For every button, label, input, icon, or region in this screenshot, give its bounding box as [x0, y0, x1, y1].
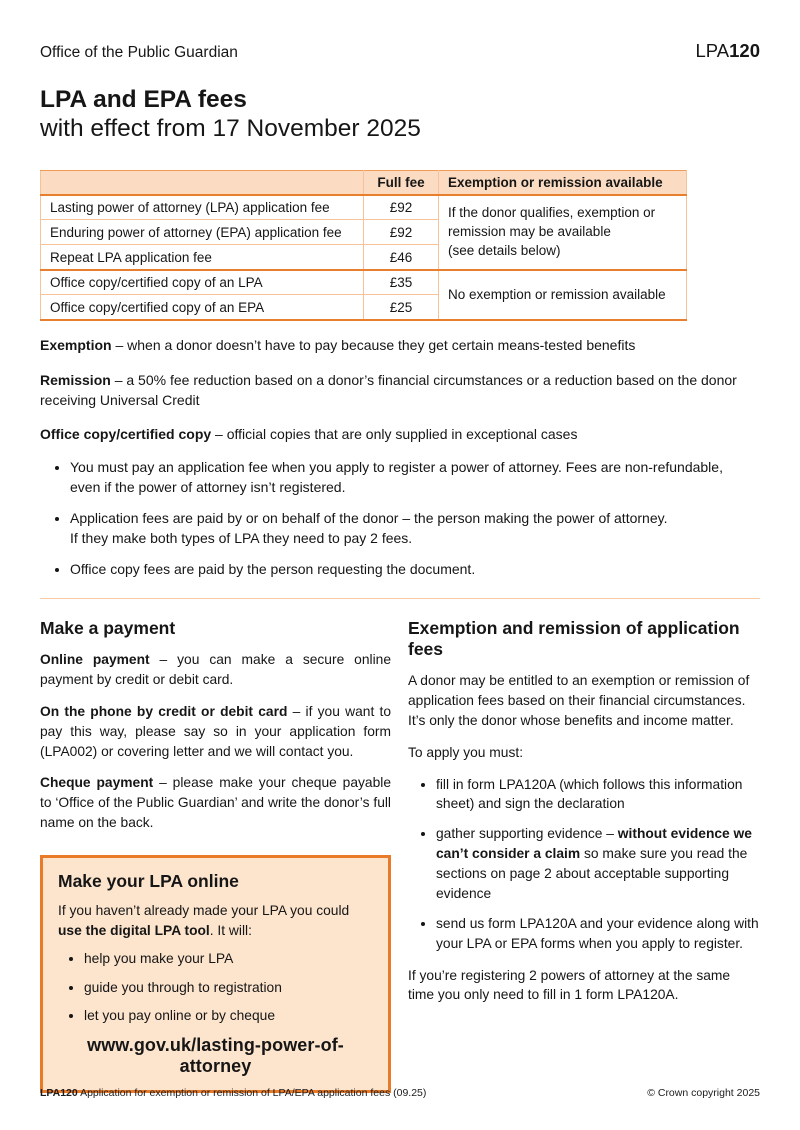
note-line: • Office copy fees are paid by the person requesting the document. [70, 560, 476, 577]
row-label: Enduring power of attorney (EPA) application fee [41, 220, 364, 245]
col-header-full-fee: Full fee [364, 171, 439, 195]
box-bullet: • help you make your LPA [84, 949, 373, 968]
note-line: If they make both types of LPA they need to pay 2 fees. [70, 529, 413, 546]
table-row [41, 270, 687, 295]
form-code [696, 40, 760, 62]
intro-bold: use the digital LPA tool [58, 922, 210, 938]
row-label: Office copy/certified copy of an LPA [41, 270, 364, 295]
form-code-prefix: LPA [695, 40, 730, 61]
page-footer [40, 1087, 760, 1099]
step-pre: gather supporting evidence – [436, 826, 618, 842]
fee-value: £92 [364, 195, 439, 220]
exemption-column [408, 618, 759, 1093]
note-item [70, 560, 760, 580]
org-name: Office of the Public Guardian [40, 44, 238, 61]
apply-lead: To apply you must: [408, 744, 524, 760]
exemption-outro: If you’re registering 2 powers of attorney at the same time you only need to fill in 1 form LPA120A. [408, 967, 731, 1003]
col-header-item [41, 171, 364, 195]
box-bullet: • guide you through to registration [84, 978, 373, 997]
step-pre: fill in form LPA120A (which follows this information sheet) and sign the declaration [436, 776, 743, 812]
fee-value: £25 [364, 295, 439, 320]
exemption-intro: A donor may be entitled to an exemption or remission of application fees based on their financial circumstances. It’s only the donor whose benefits and income matter. [408, 673, 750, 728]
payment-lead: On the phone by credit or debit card [40, 703, 288, 719]
lpa-online-heading: Make your LPA online [58, 871, 239, 892]
title-line-2: with effect from 17 November 2025 [40, 114, 421, 142]
apply-steps-list [408, 775, 759, 954]
exemption-heading: Exemption and remission of application fees [408, 618, 740, 660]
intro-pre: If you haven’t already made your LPA you could [58, 903, 350, 919]
fee-value: £35 [364, 270, 439, 295]
step-post: so make sure you read the sections on page 2 about acceptable supporting evidence [436, 846, 748, 901]
footer-left [40, 1087, 426, 1099]
title-line-1: LPA and EPA fees [40, 86, 247, 113]
apply-step [436, 775, 759, 815]
apply-step [436, 914, 759, 954]
footer-form-code: LPA120 [40, 1087, 78, 1099]
payment-paragraph-cheque [40, 773, 391, 833]
footer-description: Application for exemption or remission of LPA/EPA application fees (09.25) [77, 1087, 427, 1099]
definition-term: Exemption [40, 336, 112, 353]
form-code-number: 120 [729, 40, 760, 61]
definitions [40, 336, 760, 446]
page-title [40, 86, 760, 143]
apply-step [436, 824, 759, 903]
gov-url-link[interactable]: www.gov.uk/lasting-power-of-attorney [87, 1035, 344, 1077]
definition-term: Office copy/certified copy [40, 426, 212, 443]
payment-text: – please make your cheque payable to ‘Office of the Public Guardian’ and write the donor’s full name on the back. [40, 775, 391, 831]
table-header-row [41, 171, 687, 195]
col-header-exemption: Exemption or remission available [439, 171, 687, 195]
payment-lead: Cheque payment [40, 775, 154, 791]
payment-paragraph-online [40, 650, 391, 690]
payment-text: – if you want to pay this way, please say so in your application form (LPA002) or covering letter and we will contact you. [40, 703, 392, 759]
definition-remission [40, 371, 760, 411]
fee-notes-list [40, 458, 760, 579]
row-label: Office copy/certified copy of an EPA [41, 295, 364, 320]
exemption-note-line-1: If the donor qualifies, exemption or remission may be available [448, 205, 656, 239]
box-bullet: • let you pay online or by cheque [84, 1006, 373, 1025]
definition-office-copy [40, 425, 760, 445]
fees-table [40, 170, 687, 321]
fee-value: £46 [364, 245, 439, 270]
lpa-online-box [40, 855, 391, 1093]
row-label: Lasting power of attorney (LPA) application fee [41, 195, 364, 220]
lpa-online-bullets [58, 949, 373, 1025]
note-line: • You must pay an application fee when you apply to register a power of attorney. Fees are non-refundable, [70, 459, 723, 476]
definition-text: – official copies that are only supplied in exceptional cases [211, 426, 578, 443]
table-row [41, 195, 687, 220]
section-divider [40, 598, 760, 600]
no-exemption-note: No exemption or remission available [439, 270, 687, 320]
step-pre: send us form LPA120A and your evidence along with your LPA or EPA forms when you apply to register. [436, 915, 759, 951]
definition-term: Remission [40, 371, 111, 388]
row-label: Repeat LPA application fee [41, 245, 364, 270]
definition-text: – when a donor doesn’t have to pay because they get certain means-tested benefits [111, 336, 636, 353]
definition-text: – a 50% fee reduction based on a donor’s financial circumstances or a reduction based on the donor receiving Universal Credit [40, 371, 737, 408]
definition-exemption [40, 336, 760, 356]
note-item [70, 509, 760, 549]
intro-post: . It will: [209, 922, 252, 938]
masthead [40, 40, 760, 62]
footer-copyright: © Crown copyright 2025 [647, 1087, 760, 1099]
payment-column [40, 618, 391, 1093]
step-bold: without evidence we can’t consider a claim [436, 826, 752, 862]
exemption-note-line-2: (see details below) [448, 242, 561, 258]
note-line: • Application fees are paid by or on behalf of the donor – the person making the power of attorney. [70, 510, 668, 527]
payment-text: – you can make a secure online payment by credit or debit card. [40, 652, 392, 688]
note-line: even if the power of attorney isn’t registered. [70, 479, 346, 496]
exemption-note [439, 195, 687, 270]
payment-paragraph-phone [40, 702, 391, 762]
lpa-online-intro [58, 901, 373, 940]
payment-heading: Make a payment [40, 618, 176, 639]
fee-value: £92 [364, 220, 439, 245]
payment-lead: Online payment [40, 652, 150, 668]
note-item [70, 458, 760, 498]
